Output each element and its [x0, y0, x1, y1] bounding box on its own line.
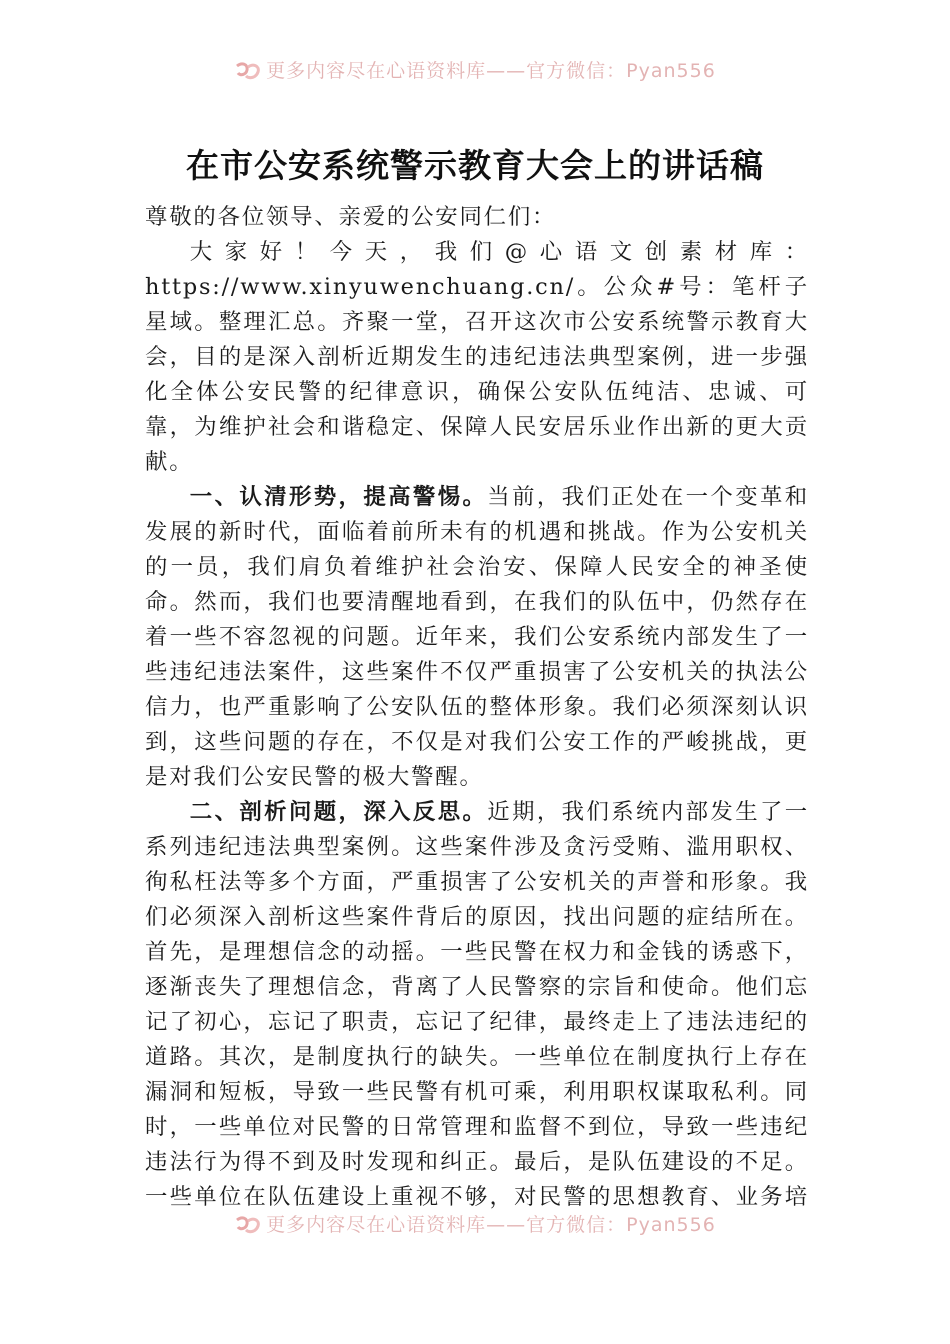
brand-logo-icon	[234, 1216, 262, 1236]
salutation: 尊敬的各位领导、亲爱的公安同仁们：	[145, 204, 557, 230]
section-body-1: 当前，我们正处在一个变革和发展的新时代，面临着前所未有的机遇和挑战。作为公安机关的一员，我们肩负着维护社会治安、保障人民安全的神圣使命。然而，我们也要清醒地看到，在我们的队伍中，仍然存在着一些不容忽视的问题。近年来，我们公安系统内部发生了一些违纪违法案件，这些案件不仅严重损害了公安机关的执法公信力，也严重影响了公安队伍的整体形象。我们必须深刻认识到，这些问题的存在，不仅是对我们公安工作的严峻挑战，更是对我们公安民警的极大警醒。	[145, 484, 809, 790]
watermark-text: 更多内容尽在心语资料库——官方微信：Pyan556	[266, 60, 716, 82]
watermark-text: 更多内容尽在心语资料库——官方微信：Pyan556	[266, 1214, 716, 1236]
intro-paragraph: 大家好！今天，我们@心语文创素材库：https://www.xinyuwenchuang.cn/。公众#号：笔杆子星域。整理汇总。齐聚一堂，召开这次市公安系统警示教育大会，目的是深入剖析近期发生的违纪违法典型案例，进一步强化全体公安民警的纪律意识，确保公安队伍纯洁、忠诚、可靠，为维护社会和谐稳定、保障人民安居乐业作出新的更大贡献。	[145, 239, 809, 475]
section-heading-2: 二、剖析问题，深入反思。	[189, 799, 488, 825]
document-title: 在市公安系统警示教育大会上的讲话稿	[186, 146, 764, 185]
header-watermark	[0, 58, 950, 82]
section-body-2: 近期，我们系统内部发生了一系列违纪违法典型案例。这些案件涉及贪污受贿、滥用职权、徇私枉法等多个方面，严重损害了公安机关的声誉和形象。我们必须深入剖析这些案件背后的原因，找出问题的症结所在。首先，是理想信念的动摇。一些民警在权力和金钱的诱惑下，逐渐丧失了理想信念，背离了人民警察的宗旨和使命。他们忘记了初心，忘记了职责，忘记了纪律，最终走上了违法违纪的道路。其次，是制度执行的缺失。一些单位在制度执行上存在漏洞和短板，导致一些民警有机可乘，利用职权谋取私利。同时，一些单位对民警的日常管理和监督不到位，导致一些违纪违法行为得不到及时发现和纠正。最后，是队伍建设的不足。一些单位在队伍建设上重视不够，对民警的思想教育、业务培	[145, 799, 809, 1210]
footer-watermark	[0, 1212, 950, 1236]
section-paragraph-1	[145, 480, 809, 795]
section-paragraph-2	[145, 795, 809, 1210]
brand-logo-icon	[234, 62, 262, 82]
section-heading-1: 一、认清形势，提高警惕。	[189, 484, 488, 510]
document-body	[145, 200, 809, 1210]
